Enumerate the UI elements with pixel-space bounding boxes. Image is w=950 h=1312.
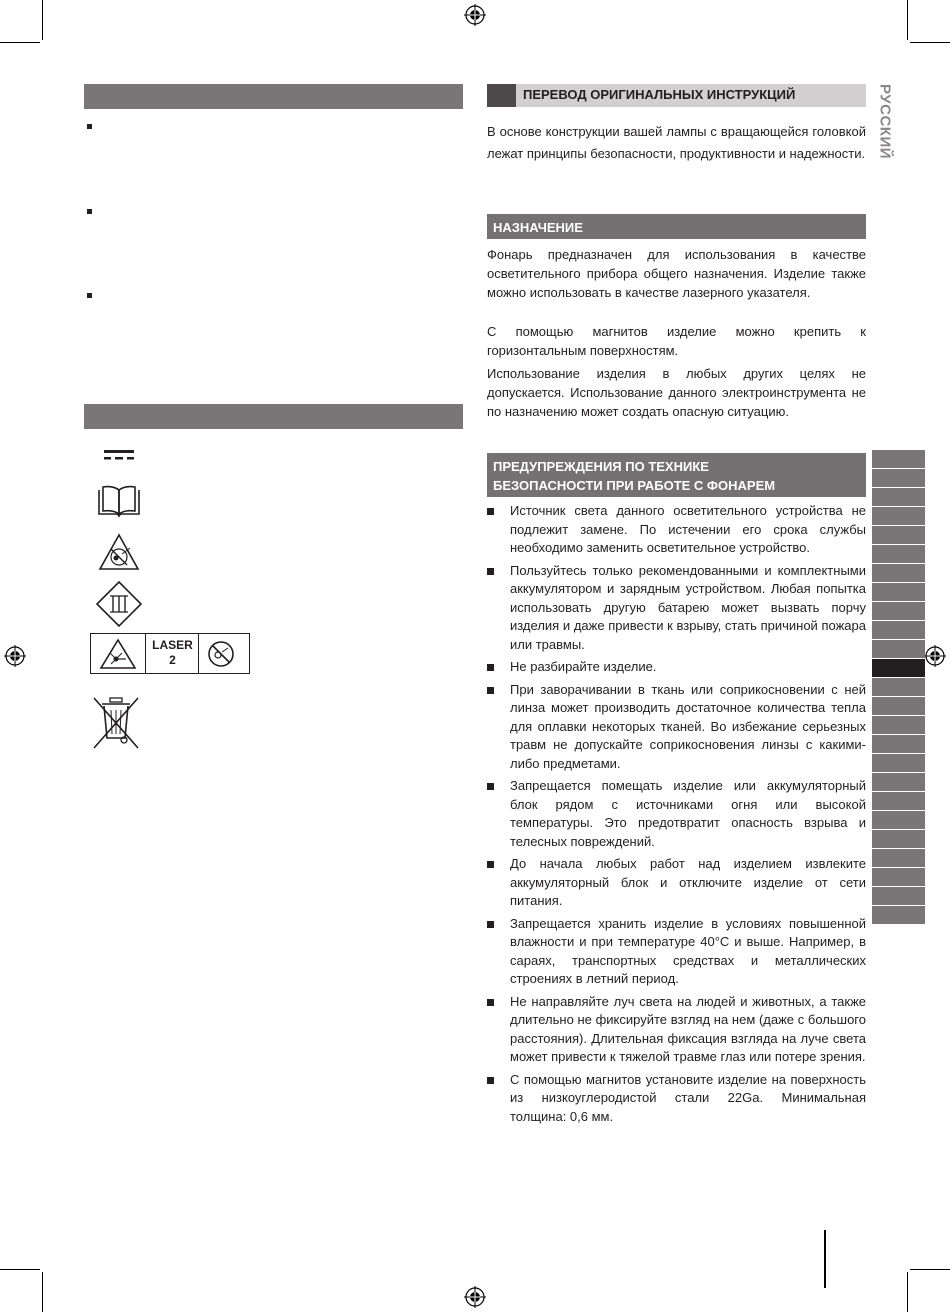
thumb-tab [872, 640, 925, 659]
laser-label-line1: LASER [152, 638, 193, 652]
registration-mark-icon [4, 645, 26, 667]
thumb-tab [872, 887, 925, 906]
thumb-tab [872, 545, 925, 564]
translation-title: ПЕРЕВОД ОРИГИНАЛЬНЫХ ИНСТРУКЦИЙ [523, 87, 796, 102]
crop-mark [910, 1269, 950, 1270]
warnings-title [487, 453, 866, 497]
thumb-tab [872, 450, 925, 469]
weee-bin-icon [90, 694, 142, 750]
thumb-tab [872, 849, 925, 868]
thumb-tab [872, 735, 925, 754]
registration-mark-icon [464, 4, 486, 26]
crop-mark [42, 0, 43, 40]
purpose-paragraph: Использование изделия в любых других целях не допускается. Использование данного электроинструмента не по назначению может создать опасную ситуацию. [487, 366, 866, 419]
crop-mark [907, 1272, 908, 1312]
thumb-tab [872, 754, 925, 773]
thumb-tab [872, 488, 925, 507]
language-tab-label: РУССКИЙ [876, 84, 894, 160]
thumb-tab [872, 716, 925, 735]
laser-warning-icon [99, 638, 137, 670]
crop-mark [0, 1269, 40, 1270]
read-manual-icon [96, 484, 142, 518]
crop-mark [0, 42, 40, 43]
thumb-tab [872, 830, 925, 849]
laser-label-line2: 2 [169, 653, 176, 667]
laser-label-text [146, 638, 199, 668]
registration-mark-icon [924, 645, 946, 667]
crop-mark [910, 42, 950, 43]
list-item: Источник света данного осветительного устройства не подлежит замене. По истечении его срока службы необходимо заменить осветительное устройство. [487, 502, 866, 558]
purpose-paragraph: Фонарь предназначен для использования в качестве осветительного прибора общего назначения. Изделие также можно использовать в качестве лазерного указателя. [487, 247, 866, 300]
translation-header-block [487, 84, 516, 107]
translation-header [487, 84, 866, 107]
thumb-tab [872, 507, 925, 526]
left-symbols-bar [84, 404, 463, 429]
purpose-paragraph: С помощью магнитов изделие можно крепить к горизонтальным поверхностям. [487, 324, 866, 358]
left-header-bar [84, 84, 463, 109]
thumb-tab [872, 678, 925, 697]
thumb-tab [872, 811, 925, 830]
left-bullet [87, 293, 92, 298]
thumb-tab [872, 469, 925, 488]
list-item: Не направляйте луч света на людей и животных, а также длительно не фиксируйте взгляд на нем (даже с большого расстояния). Длительная фиксация взгляда на луче света может привести к тяжелой травме глаз или потере зрения. [487, 993, 866, 1067]
thumb-tab [872, 621, 925, 640]
thumb-tab [872, 773, 925, 792]
thumb-tab [872, 564, 925, 583]
no-stare-icon [206, 639, 236, 669]
crop-mark [42, 1272, 43, 1312]
translation-text: В основе конструкции вашей лампы с вращающейся головкой лежат принципы безопасности, продуктивности и надежности. [487, 124, 866, 161]
left-bullet [87, 124, 92, 129]
warnings-list [487, 502, 866, 1130]
thumb-tab [872, 602, 925, 621]
thumb-tab [872, 792, 925, 811]
class-iii-icon [95, 580, 143, 628]
thumb-tab [872, 526, 925, 545]
list-item: Пользуйтесь только рекомендованными и комплектными аккумулятором и зарядным устройством. Любая попытка использовать другую батарею может вызвать порчу изделия и даже привести к взрыву, стать причиной пожара или травмы. [487, 562, 866, 655]
crop-mark [907, 0, 908, 40]
thumb-tab-active [872, 659, 925, 678]
list-item: До начала любых работ над изделием извлеките аккумуляторный блок и отключите изделие от сети питания. [487, 855, 866, 911]
page-edge-line [824, 1230, 826, 1288]
thumb-tab [872, 868, 925, 887]
dc-current-icon [104, 448, 134, 462]
language-tab [870, 84, 900, 174]
list-item: Запрещается хранить изделие в условиях повышенной влажности и при температуре 40°C и выше. Например, в сараях, транспортных средствах и металлических строениях в летний период. [487, 915, 866, 989]
left-bullet [87, 209, 92, 214]
registration-mark-icon [464, 1286, 486, 1308]
thumb-tab [872, 583, 925, 602]
purpose-title: НАЗНАЧЕНИЕ [487, 214, 866, 239]
thumb-index-tabs [872, 450, 925, 925]
list-item: Не разбирайте изделие. [487, 658, 866, 677]
list-item: С помощью магнитов установите изделие на поверхность из низкоуглеродистой стали 22Ga. Минимальная толщина: 0,6 мм. [487, 1071, 866, 1127]
thumb-tab [872, 697, 925, 716]
warnings-title-line1: ПРЕДУПРЕЖДЕНИЯ ПО ТЕХНИКЕ [493, 459, 709, 474]
list-item: Запрещается помещать изделие или аккумуляторный блок рядом с источниками огня или высокой температуры. Это предотвратит опасность взрыва и телесных повреждений. [487, 777, 866, 851]
warnings-title-line2: БЕЗОПАСНОСТИ ПРИ РАБОТЕ С ФОНАРЕМ [493, 478, 776, 493]
laser-class-label [90, 633, 250, 674]
no-eye-laser-icon [97, 532, 141, 572]
list-item: При заворачивании в ткань или соприкосновении с ней линза может производить достаточное количества тепла для оплавки некоторых тканей. Во избежание серьезных травм не допускайте соприкосновения линзы с какими-либо предметами. [487, 681, 866, 774]
thumb-tab [872, 906, 925, 925]
